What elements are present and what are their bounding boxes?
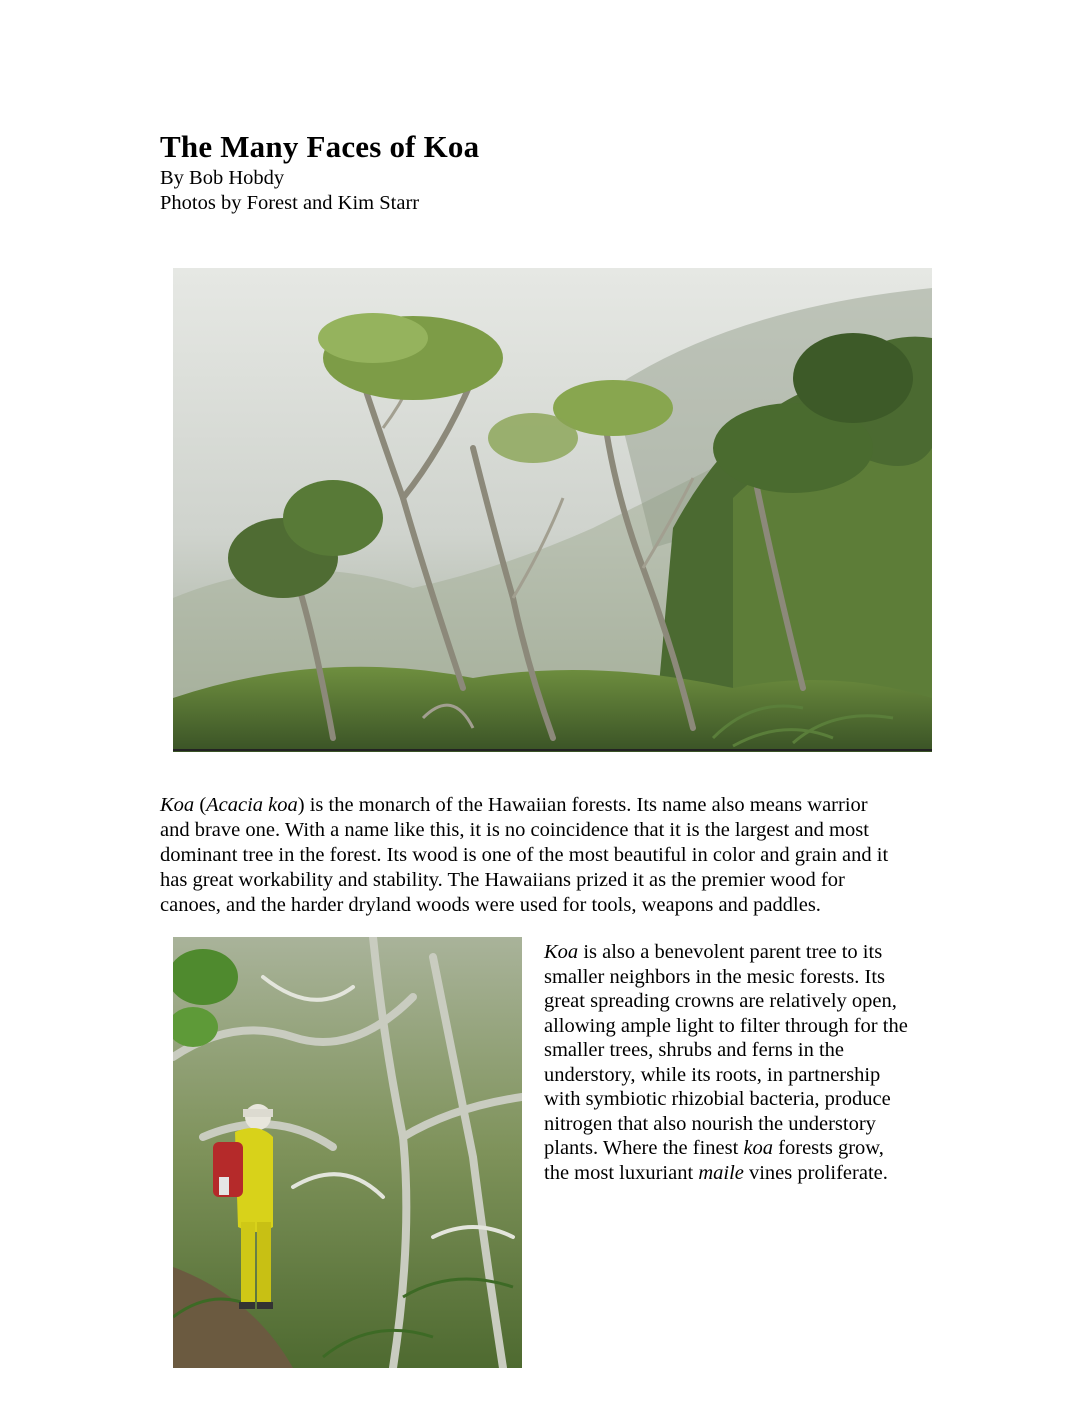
koa-term: koa: [743, 1137, 774, 1159]
para1-line3: dominant tree in the forest. Its wood is one of the most beautiful in color and grain and it: [160, 844, 889, 866]
benevolent-tree-paragraph: [544, 940, 939, 1185]
para2-line10-c: vines proliferate.: [743, 1161, 888, 1184]
photo-credit-line: Photos by Forest and Kim Starr: [160, 191, 420, 214]
koa-forest-photo: [173, 268, 932, 752]
para2-line1-b: is also a benevolent parent tree to its: [578, 941, 883, 963]
intro-paragraph: [160, 793, 950, 918]
article-title: The Many Faces of Koa: [160, 129, 480, 164]
hiker-in-forest-photo: [173, 937, 522, 1368]
para2-line5: smaller trees, shrubs and ferns in the: [544, 1039, 845, 1061]
para1-line1-b: (: [194, 794, 207, 816]
para2-line9-a: plants. Where the finest: [544, 1137, 744, 1159]
para1-line2: and brave one. With a name like this, it is no coincidence that it is the largest and most: [160, 819, 869, 841]
para2-line9: [544, 1136, 939, 1161]
para1-line5: canoes, and the harder dryland woods were used for tools, weapons and paddles.: [160, 894, 821, 916]
scientific-name: Acacia koa: [206, 794, 298, 816]
para1-line4: has great workability and stability. The Hawaiians prized it as the premier wood for: [160, 869, 845, 891]
koa-term: Koa: [160, 794, 195, 816]
para2-line2: smaller neighbors in the mesic forests. Its: [544, 965, 886, 988]
author-line: By Bob Hobdy: [160, 167, 285, 189]
byline-block: [160, 166, 419, 215]
para1-line1-d: ) is the monarch of the Hawaiian forests. Its name also means warrior: [297, 794, 868, 816]
para1-line1: [160, 793, 950, 818]
para2-line9-c: forests grow,: [773, 1137, 884, 1159]
para2-line6: understory, while its roots, in partnership: [544, 1063, 881, 1086]
maile-term: maile: [698, 1161, 744, 1184]
para2-line3: great spreading crowns are relatively open,: [544, 990, 897, 1012]
para2-line7: with symbiotic rhizobial bacteria, produce: [544, 1088, 891, 1110]
para2-line8: nitrogen that also nourish the understory: [544, 1112, 876, 1135]
para2-line1: [544, 940, 939, 965]
para2-line10-a: the most luxuriant: [544, 1161, 699, 1184]
para2-line4: allowing ample light to filter through for the: [544, 1014, 908, 1037]
para2-line10: [544, 1161, 939, 1186]
koa-term: Koa: [544, 941, 579, 963]
